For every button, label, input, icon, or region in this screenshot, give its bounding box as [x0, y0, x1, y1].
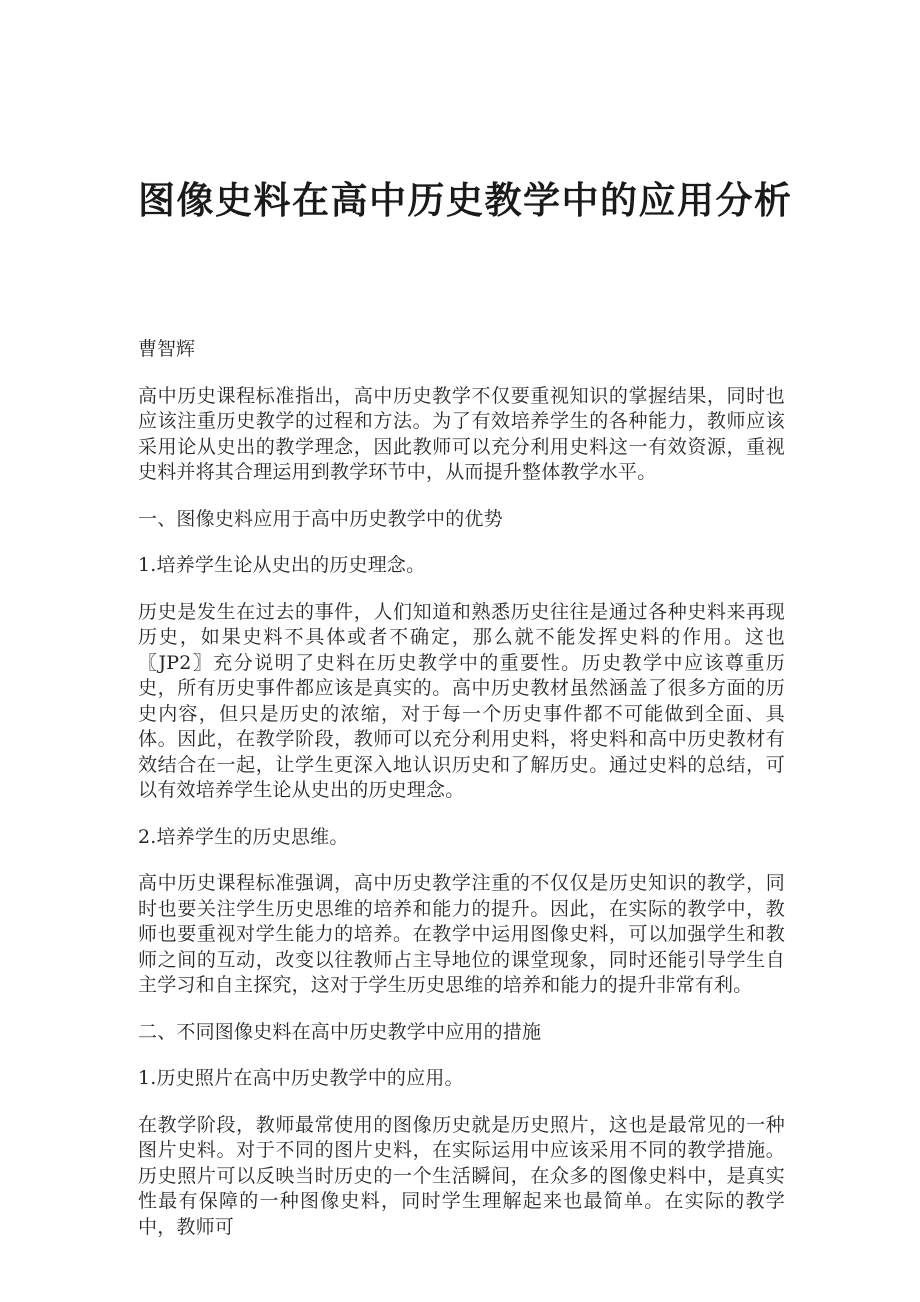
- document-author: 曹智辉: [138, 338, 196, 360]
- body-paragraph: 高中历史课程标准强调，高中历史教学注重的不仅仅是历史知识的教学，同时也要关注学生历史思维的培养和能力的提升。因此，在实际的教学中，教师也要重视对学生能力的培养。在教学中运用图像史料，可以加强学生和教师之间的互动，改变以往教师占主导地位的课堂现象，同时还能引导学生自主学习和自主探究，这对于学生历史思维的培养和能力的提升非常有利。: [138, 872, 785, 996]
- sub-heading: 1.历史照片在高中历史教学中的应用。: [138, 1067, 464, 1089]
- document-body: [138, 384, 785, 1241]
- body-paragraph: 历史是发生在过去的事件，人们知道和熟悉历史往往是通过各种史料来再现历史，如果史料不具体或者不确定，那么就不能发挥史料的作用。这也〖JP2〗充分说明了史料在历史教学中的重要性。历史教学中应该尊重历史，所有历史事件都应该是真实的。高中历史教材虽然涵盖了很多方面的历史内容，但只是历史的浓缩，对于每一个历史事件都不可能做到全面、具体。因此，在教学阶段，教师可以充分利用史料，将史料和高中历史教材有效结合在一起，让学生更深入地认识历史和了解历史。通过史料的总结，可以有效培养学生论从史出的历史理念。: [138, 600, 785, 801]
- sub-heading: 2.培养学生的历史思维。: [138, 825, 349, 848]
- section-heading: 一、图像史料应用于高中历史教学中的优势: [138, 507, 503, 530]
- body-paragraph: 高中历史课程标准指出，高中历史教学不仅要重视知识的掌握结果，同时也应该注重历史教学的过程和方法。为了有效培养学生的各种能力，教师应该采用论从史出的教学理念，因此教师可以充分利用史料这一有效资源，重视史料并将其合理运用到教学环节中，从而提升整体教学水平。: [138, 384, 785, 483]
- document-title: 图像史料在高中历史教学中的应用分析: [138, 178, 793, 222]
- sub-heading: 1.培养学生论从史出的历史理念。: [138, 554, 426, 576]
- section-heading: 二、不同图像史料在高中历史教学中应用的措施: [138, 1020, 542, 1043]
- body-paragraph: 在教学阶段，教师最常使用的图像历史就是历史照片，这也是最常见的一种图片史料。对于不同的图片史料，在实际运用中应该采用不同的教学措施。历史照片可以反映当时历史的一个生活瞬间，在众多的图像史料中，是真实性最有保障的一种图像史料，同时学生理解起来也最简单。在实际的教学中，教师可: [138, 1113, 785, 1238]
